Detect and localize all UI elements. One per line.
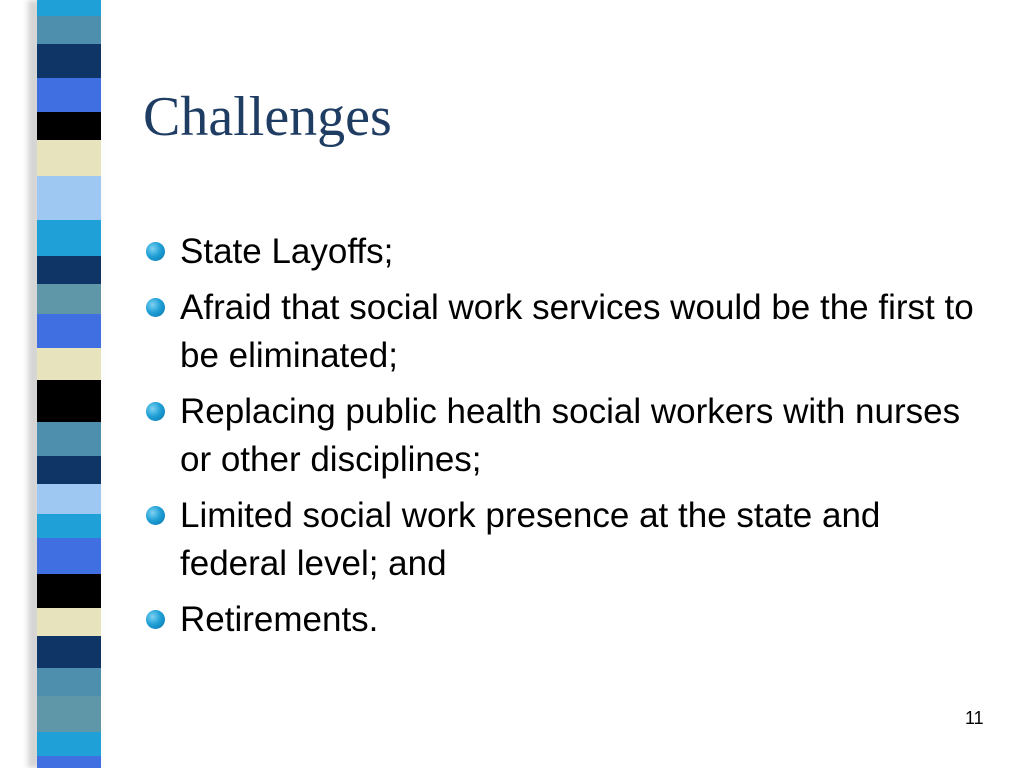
stripe-segment bbox=[37, 284, 101, 314]
bullet-marker-icon bbox=[146, 610, 165, 629]
stripe-segment bbox=[37, 256, 101, 284]
stripe-segment bbox=[37, 636, 101, 668]
stripe-segment bbox=[37, 668, 101, 696]
stripe-segment bbox=[37, 380, 101, 422]
bullet-text: Limited social work presence at the state and federal level; and bbox=[180, 496, 881, 583]
stripe-segment bbox=[37, 422, 101, 456]
bullet-item bbox=[144, 596, 994, 644]
bullet-marker-icon bbox=[146, 242, 165, 261]
stripe-segment bbox=[37, 348, 101, 380]
stripe-segment bbox=[37, 574, 101, 608]
stripe-segment bbox=[37, 140, 101, 176]
stripe-segment bbox=[37, 456, 101, 484]
bullet-marker-icon bbox=[146, 506, 165, 525]
bullet-text: State Layoffs; bbox=[180, 232, 394, 271]
stripe-segment bbox=[37, 608, 101, 636]
stripe-segment bbox=[37, 176, 101, 220]
stripe-segment bbox=[37, 112, 101, 140]
page-number: 11 bbox=[965, 708, 984, 728]
slide-title: Challenges bbox=[143, 86, 392, 148]
stripe-segment bbox=[37, 44, 101, 78]
bullet-item bbox=[144, 492, 994, 588]
bullet-item bbox=[144, 284, 994, 380]
bullet-text: Afraid that social work services would be the first to be eliminated; bbox=[180, 288, 974, 375]
bullet-marker-icon bbox=[146, 402, 165, 421]
stripe-segment bbox=[37, 484, 101, 514]
bullet-marker-icon bbox=[146, 298, 165, 317]
bullet-item bbox=[144, 388, 994, 484]
stripe-segment bbox=[37, 314, 101, 348]
stripe-segment bbox=[37, 538, 101, 574]
stripe-segment bbox=[37, 514, 101, 538]
stripe-segment bbox=[37, 78, 101, 112]
stripe-segment bbox=[37, 220, 101, 256]
bullet-text: Retirements. bbox=[180, 600, 379, 639]
bullet-text: Replacing public health social workers with nurses or other disciplines; bbox=[180, 392, 961, 479]
bullet-item bbox=[144, 228, 994, 276]
stripe-segment bbox=[37, 756, 101, 768]
stripe-segment bbox=[37, 732, 101, 756]
decorative-stripe bbox=[37, 0, 101, 768]
stripe-segment bbox=[37, 16, 101, 44]
stripe-segment bbox=[37, 696, 101, 732]
bullet-list bbox=[144, 228, 994, 652]
stripe-segment bbox=[37, 0, 101, 16]
